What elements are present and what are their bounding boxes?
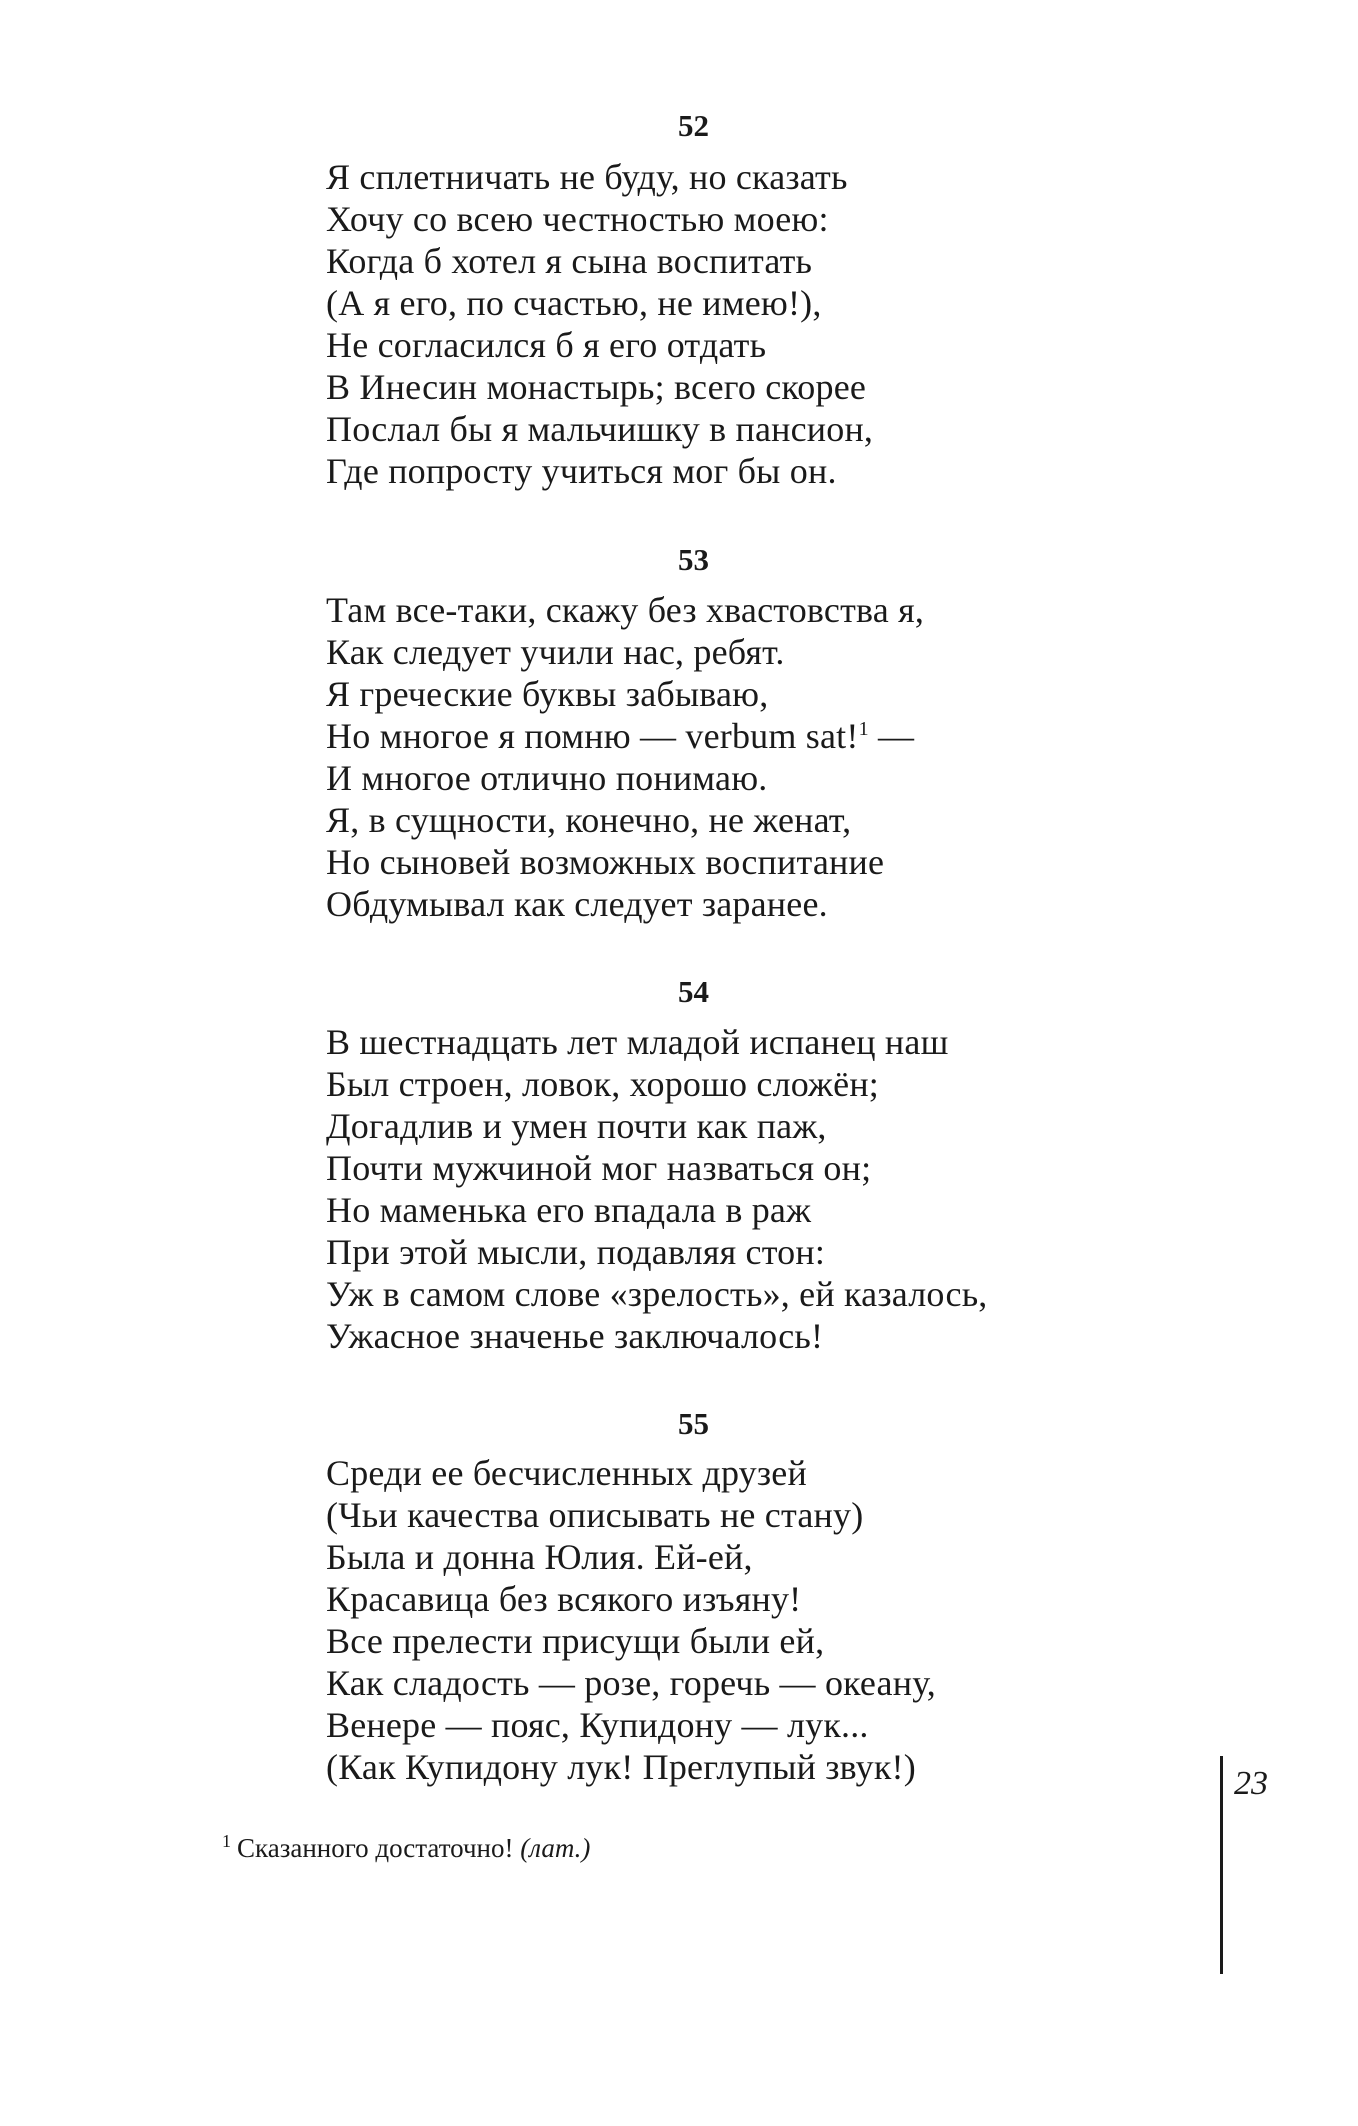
footnote-mark: 1 xyxy=(222,1831,231,1851)
verse-line: Был строен, ловок, хорошо сложён; xyxy=(326,1064,879,1104)
verse-line: Послал бы я мальчишку в пансион, xyxy=(326,409,874,449)
verse-line: Красавица без всякого изъяну! xyxy=(326,1579,802,1619)
footnote-reference: 1 xyxy=(858,718,869,740)
margin-rule xyxy=(1220,1756,1223,1974)
verse-line: (Чьи качества описывать не стану) xyxy=(326,1495,864,1535)
verse-line: Среди ее бесчисленных друзей xyxy=(326,1453,807,1493)
verse-line: Почти мужчиной мог назваться он; xyxy=(326,1148,872,1188)
verse-line: Была и донна Юлия. Ей-ей, xyxy=(326,1537,753,1577)
verse-line: Ужасное значенье заключалось! xyxy=(326,1316,824,1356)
page-number: 23 xyxy=(1234,1765,1268,1802)
verse-line: Как следует учили нас, ребят. xyxy=(326,632,785,672)
verse-line: Но маменька его впадала в раж xyxy=(326,1190,812,1230)
verse-line: В Инесин монастырь; всего скорее xyxy=(326,367,867,407)
verse-line-with-footnote xyxy=(326,715,1186,757)
stanza xyxy=(326,1452,1186,1788)
verse-line: Я сплетничать не буду, но сказать xyxy=(326,157,848,197)
verse-line: Как сладость — розе, горечь — океану, xyxy=(326,1663,936,1703)
stanza xyxy=(326,589,1186,925)
verse-line: Но сыновей возможных воспитание xyxy=(326,842,885,882)
verse-line: Догадлив и умен почти как паж, xyxy=(326,1106,827,1146)
verse-line-tail: — xyxy=(868,716,915,756)
verse-line: При этой мысли, подавляя стон: xyxy=(326,1232,826,1272)
book-page: 52 Я сплетничать не буду, но сказать Хочу со всею честностью моею: Когда б хотел я сына воспитать (А я его, по счастью, не имею!), Не согласился б я его отдать В Инесин монастырь; всего скорее Послал бы я мальчишку в пансион, Где попросту учиться мог бы он. 53 Там все-таки, скажу без хвастовства я, Как следует учили нас, ребят. Я греческие буквы забываю, Но многое я помню — verbum sat!$^1$ — И многое отлично понимаю. Я, в сущности, конечно, не женат, Но сыновей возможных воспитание Обдумывал как следует заранее. 54 В шестнадцать лет младой испанец наш Был строен, ловок, хорошо сложён; Догадлив и умен почти как паж, Почти мужчиной мог назваться он; Но маменька его впадала в раж При этой мысли, подавляя стон: Уж в самом слове «зрелость», ей казалось, Ужасное значенье заключалось! 55 Среди ее бесчисленных друзей (Чьи качества описывать не стану) Была и донна Юлия. Ей-ей, Красавица без всякого изъяну! Все прелести присущи были ей, Как сладость — розе, горечь — океану, Венере — пояс, Купидону — лук... (Как Купидону лук! Преглупый звук!) $^1$ Сказанного достаточно! (лат.) 23 xyxy=(0,0,1358,2126)
verse-line: (Как Купидону лук! Преглупый звук!) xyxy=(326,1747,916,1787)
verse-line: Когда б хотел я сына воспитать xyxy=(326,241,813,281)
verse-line: И многое отлично понимаю. xyxy=(326,758,768,798)
verse-line: Не согласился б я его отдать xyxy=(326,325,767,365)
verse-line: Где попросту учиться мог бы он. xyxy=(326,451,837,491)
verse-line: Венере — пояс, Купидону — лук... xyxy=(326,1705,869,1745)
verse-line: Я греческие буквы забываю, xyxy=(326,674,769,714)
verse-line: Хочу со всею честностью моею: xyxy=(326,199,829,239)
verse-line: Обдумывал как следует заранее. xyxy=(326,884,828,924)
footnote-language: (лат.) xyxy=(520,1833,591,1863)
stanza xyxy=(326,1021,1186,1357)
verse-line: Все прелести присущи были ей, xyxy=(326,1621,825,1661)
verse-line: Уж в самом слове «зрелость», ей казалось, xyxy=(326,1274,988,1314)
verse-line: Я, в сущности, конечно, не женат, xyxy=(326,800,852,840)
footnote-text: Сказанного достаточно! xyxy=(237,1833,514,1863)
verse-line: (А я его, по счастью, не имею!), xyxy=(326,283,822,323)
verse-line-text: Но многое я помню — verbum sat! xyxy=(326,716,859,756)
verse-line: В шестнадцать лет младой испанец наш xyxy=(326,1022,949,1062)
stanza xyxy=(326,156,1186,492)
verse-line: Там все-таки, скажу без хвастовства я, xyxy=(326,590,925,630)
footnote xyxy=(222,1832,590,1864)
